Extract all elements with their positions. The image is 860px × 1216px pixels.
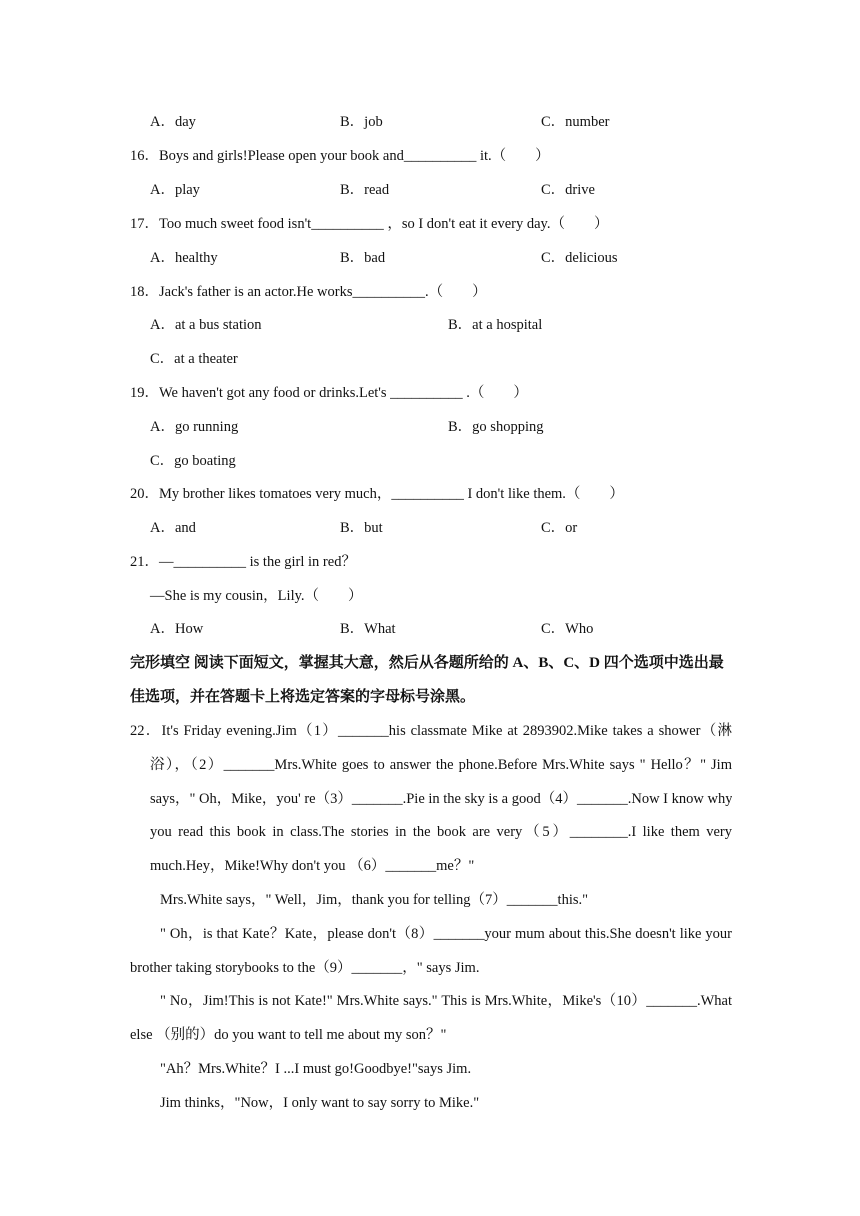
cloze-passage-line: " No，Jim!This is not Kate!" Mrs.White says." This is Mrs.White，Mike's（10）_______.What <box>160 993 732 1009</box>
cloze-passage-line: brother taking storybooks to the（9）_______，" says Jim. <box>130 960 480 976</box>
q17-option-b: B．bad <box>340 250 386 266</box>
q20-stem: 20．My brother likes tomatoes very much，__________ I don't like them.（ ） <box>130 486 624 502</box>
cloze-instruction-line1: 完形填空 阅读下面短文，掌握其大意，然后从各题所给的 A、B、C、D 四个选项中选出最 <box>130 655 724 671</box>
cloze-passage-line: else （别的）do you want to tell me about my son？" <box>130 1027 447 1043</box>
cloze-passage-line: 22．It's Friday evening.Jim（1）_______his classmate Mike at 2893902.Mike takes a shower（淋 <box>130 723 732 739</box>
q15-option-b: B．job <box>340 114 383 130</box>
q19-stem: 19．We haven't got any food or drinks.Let's __________ .（ ） <box>130 385 528 401</box>
q20-option-c: C．or <box>541 520 578 536</box>
q18-stem: 18．Jack's father is an actor.He works__________.（ ） <box>130 284 487 300</box>
cloze-passage-line: you read this book in class.The stories in the book are very（5）________.I like them very <box>150 824 732 840</box>
q17-option-c: C．delicious <box>541 250 618 266</box>
cloze-passage-line: 浴），（2）_______Mrs.White goes to answer the phone.Before Mrs.White says " Hello？" Jim <box>150 757 732 773</box>
q16-option-a: A．play <box>150 182 200 198</box>
q21-option-a: A．How <box>150 621 204 637</box>
q18-option-c: C．at a theater <box>150 351 238 367</box>
q21-option-c: C．Who <box>541 621 594 637</box>
q15-option-a: A．day <box>150 114 196 130</box>
q16-option-c: C．drive <box>541 182 595 198</box>
cloze-passage-line: says，" Oh，Mike，you' re（3）_______.Pie in the sky is a good（4）_______.Now I know why <box>150 791 732 807</box>
q19-option-c: C．go boating <box>150 453 236 469</box>
q18-option-b: B．at a hospital <box>448 317 543 333</box>
q21-option-b: B．What <box>340 621 396 637</box>
cloze-passage-line: " Oh，is that Kate？Kate，please don't（8）_______your mum about this.She doesn't like your <box>160 926 732 942</box>
q15-option-c: C．number <box>541 114 610 130</box>
q16-option-b: B．read <box>340 182 390 198</box>
cloze-passage-line: Jim thinks，"Now，I only want to say sorry to Mike." <box>160 1095 480 1111</box>
q18-option-a: A．at a bus station <box>150 317 262 333</box>
q20-option-b: B．but <box>340 520 383 536</box>
q21-stem-answer: —She is my cousin，Lily.（ ） <box>150 588 363 604</box>
cloze-instruction-line2: 佳选项，并在答题卡上将选定答案的字母标号涂黑。 <box>130 689 476 705</box>
cloze-passage-line: Mrs.White says，" Well，Jim，thank you for telling（7）_______this." <box>160 892 589 908</box>
q21-stem-question: 21．—__________ is the girl in red？ <box>130 554 356 570</box>
q17-stem: 17．Too much sweet food isn't__________ ，so I don't eat it every day.（ ） <box>130 216 609 232</box>
q16-stem: 16．Boys and girls!Please open your book and__________ it.（ ） <box>130 148 550 164</box>
q19-option-a: A．go running <box>150 419 239 435</box>
q20-option-a: A．and <box>150 520 196 536</box>
q17-option-a: A．healthy <box>150 250 218 266</box>
cloze-passage-line: much.Hey，Mike!Why don't you （6）_______me？" <box>150 858 475 874</box>
cloze-passage-line: "Ah？Mrs.White？I ...I must go!Goodbye!"says Jim. <box>160 1061 472 1077</box>
q19-option-b: B．go shopping <box>448 419 544 435</box>
